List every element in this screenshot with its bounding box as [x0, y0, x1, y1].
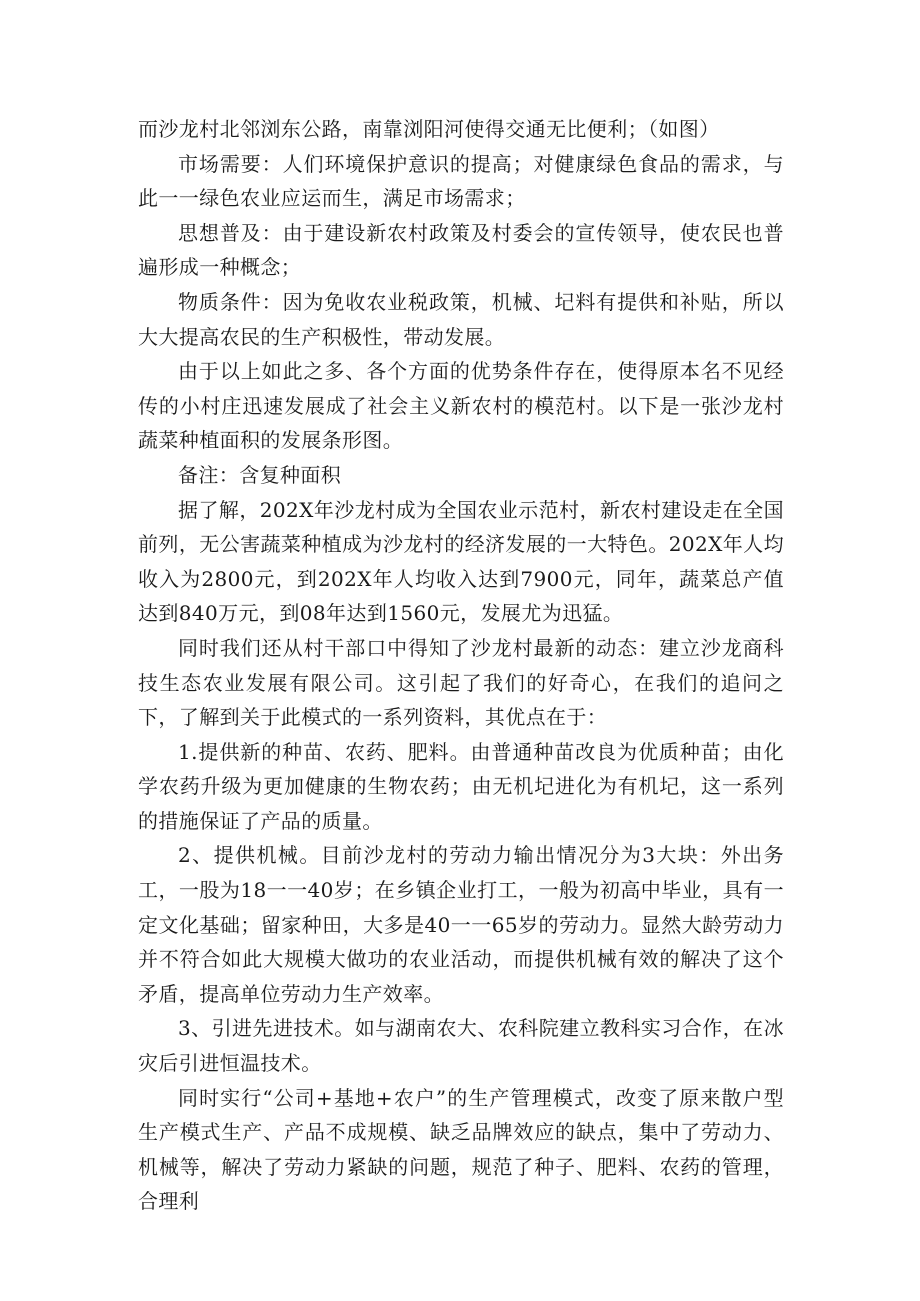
document-page: [138, 112, 784, 1219]
paragraph-point-3: 3、引进先进技术。如与湖南农大、农科院建立教科实习合作，在冰灾后引进恒温技术。: [138, 1016, 784, 1076]
paragraph-transport: 而沙龙村北邻浏东公路，南靠浏阳河使得交通无比便利；（如图）: [138, 117, 720, 141]
paragraph-point-1: 1.提供新的种苗、农药、肥料。由普通种苗改良为优质种苗；由化学农药升级为更加健康的生物农药；由无机圮进化为有机圮，这一系列的措施保证了产品的质量。: [138, 739, 784, 833]
paragraph-point-2: 2、提供机械。目前沙龙村的劳动力输出情况分为3大块：外出务工，一股为18一一40岁；在乡镇企业打工，一般为初高中毕业，具有一定文化基础；留家种田，大多是40一一65岁的劳动力。显然大龄劳动力并不符合如此大规模大做功的农业活动，而提供机械有效的解决了这个矛盾，提高单位劳动力生产效率。: [138, 843, 784, 1006]
paragraph-ideology: 思想普及：由于建设新农村政策及村委会的宣传领导，使农民也普遍形成一种概念；: [138, 220, 784, 280]
paragraph-summary: 由于以上如此之多、各个方面的优势条件存在，使得原本名不见经传的小村庄迅速发展成了社会主义新农村的模范村。以下是一张沙龙村蔬菜种植面积的发展条形图。: [138, 359, 784, 453]
paragraph-market-demand: 市场需要：人们环境保护意识的提高；对健康绿色食品的需求，与此一一绿色农业应运而生，满足市场需求；: [138, 151, 784, 211]
paragraph-income: 据了解，202X年沙龙村成为全国农业示范村，新农村建设走在全国前列，无公害蔬菜种植成为沙龙村的经济发展的一大特色。202X年人均收入为2800元，到202X年人均收入达到7900元，同年，蔬菜总产值达到840万元，到08年达到1560元，发展尤为迅猛。: [138, 497, 784, 626]
paragraph-management-model: 同时实行“公司+基地+农户”的生产管理模式，改变了原来散户型生产模式生产、产品不成规模、缺乏品牌效应的缺点，集中了劳动力、机械等，解决了劳动力紧缺的问题，规范了种子、肥料、农药的管理，合理利: [138, 1085, 784, 1214]
paragraph-material-conditions: 物质条件：因为免收农业税政策，机械、圮料有提供和补贴，所以大大提高农民的生产积极性，带动发展。: [138, 289, 784, 349]
paragraph-company: 同时我们还从村干部口中得知了沙龙村最新的动态：建立沙龙商科技生态农业发展有限公司。这引起了我们的好奇心，在我们的追问之下，了解到关于此模式的一系列资料，其优点在于：: [138, 635, 784, 730]
paragraph-note: 备注：含复种面积: [178, 462, 342, 487]
